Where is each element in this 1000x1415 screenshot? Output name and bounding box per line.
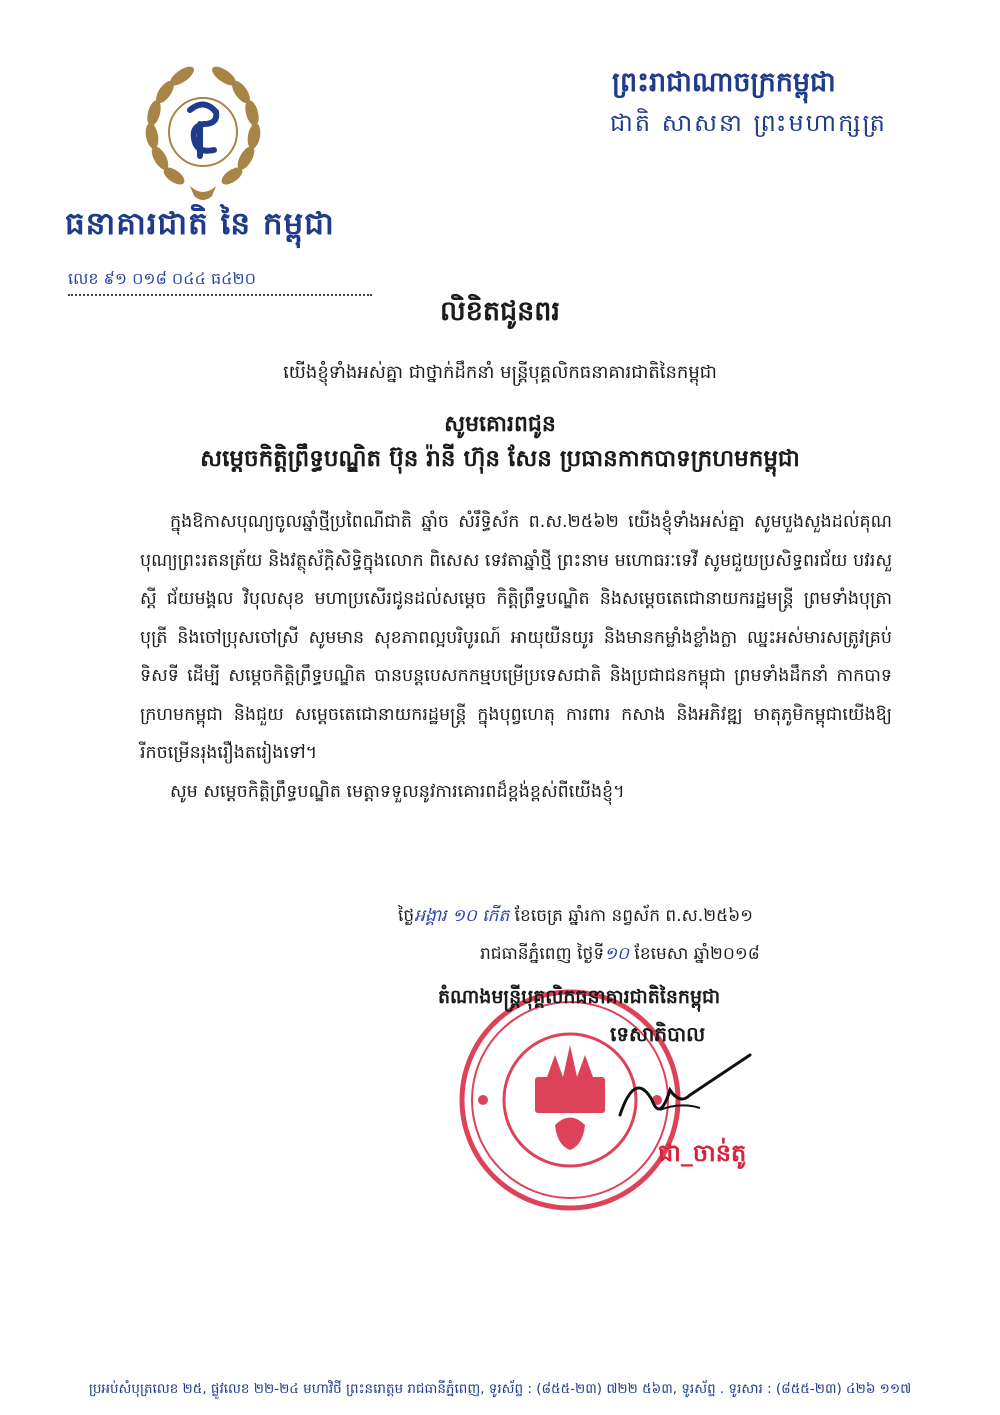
- solar-date-prefix: រាជធានីភ្នំពេញ ថ្ងៃទី: [480, 944, 605, 964]
- body-paragraph: ក្នុងឱកាសបុណ្យចូលឆ្នាំថ្មីប្រពៃណីជាតិ ឆ្នាំច សំរឹទ្ធិស័ក ព.ស.២៥៦២ យើងខ្ញុំទាំងអស់គ្នា សូមបួងសួងដល់គុណបុណ្យព្រះរតនត្រ័យ និងវត្ថុស័ក្តិសិទ្ធិក្នុងលោក ពិសេស ទេវតាឆ្នាំថ្មី ព្រះនាម មហោធរៈទេវី សូមជួយប្រសិទ្ធពរជ័យ បវរសួស្តី ជ័យមង្គល វិបុលសុខ មហាប្រសើរជូនដល់សម្តេច កិត្តិព្រឹទ្ធបណ្ឌិត និងសម្តេចតេជោនាយករដ្ឋមន្ត្រី ព្រមទាំងបុត្រាបុត្រី និងចៅប្រុសចៅស្រី សូមមាន សុខភាពល្អបរិបូរណ៍ អាយុយឺនយូរ និងមានកម្លាំងខ្លាំងក្លា ឈ្នះអស់មារសត្រូវគ្រប់ទិសទី ដើម្បី សម្តេចកិត្តិព្រឹទ្ធបណ្ឌិត បានបន្តបេសកកម្មបម្រើប្រទេសជាតិ និងប្រជាជនកម្ពុជា ព្រមទាំងដឹកនាំ កាកបាទក្រហមកម្ពុជា និងជួយ សម្តេចតេជោនាយករដ្ឋមន្ត្រី ក្នុងបុព្វហេតុ ការពារ កសាង និងអភិវឌ្ឍ មាតុភូមិកម្ពុជាយើងឱ្យរីកចម្រើនរុងរឿងតរៀងទៅ។: [140, 512, 892, 763]
- signer-name: ជា_ចាន់តូ: [658, 1139, 747, 1167]
- signature-icon: [590, 1050, 760, 1130]
- reference-number: លេខ ៩១ ០១៨ ០៤៤ ធ៤២០: [68, 268, 372, 296]
- kingdom-title: ព្រះរាជាណាចក្រកម្ពុជា: [612, 67, 836, 98]
- letter-respect: សូមគោរពជូន: [444, 412, 556, 437]
- representative-line: តំណាងមន្ត្រីបុគ្គលិកធនាគារជាតិនៃកម្ពុជា: [438, 986, 721, 1008]
- lunar-date-rest: ខែចេត្រ ឆ្នាំរកា នព្វស័ក ព.ស.២៥៦១: [509, 906, 754, 926]
- lunar-date: [398, 905, 753, 930]
- lunar-date-prefix: ថ្ងៃ: [398, 906, 415, 926]
- lunar-date-handwritten: អង្គារ ១០ កើត: [414, 906, 510, 926]
- bank-name: ធនាគារជាតិ នៃ កម្ពុជា: [65, 206, 335, 242]
- letter-intro: យើងខ្ញុំទាំងអស់គ្នា ជាថ្នាក់ដឹកនាំ មន្ត្រីបុគ្គលិកធនាគារជាតិនៃកម្ពុជា: [283, 362, 717, 383]
- solar-date-handwritten: ១០: [604, 944, 630, 964]
- national-motto: ជាតិ សាសនា ព្រះមហាក្សត្រ: [610, 109, 887, 137]
- letter-title: លិខិតជូនពរ: [440, 296, 560, 327]
- body-paragraph: សូម សម្តេចកិត្តិព្រឹទ្ធបណ្ឌិត មេត្តាទទួលនូវការគោរពដ៏ខ្ពង់ខ្ពស់ពីយើងខ្ញុំ។: [170, 781, 625, 802]
- solar-date-rest: ខែមេសា ឆ្នាំ២០១៨: [629, 944, 760, 964]
- bank-logo: [138, 58, 268, 206]
- handwritten-signature: [590, 1050, 760, 1130]
- signer-title: ទេសាភិបាល: [610, 1022, 706, 1046]
- solar-date: [480, 943, 760, 968]
- footer-address: ប្រអប់សំបុត្រលេខ ២៥, ផ្លូវលេខ ២២-២៤ មហាវិថី ព្រះនរោត្តម រាជធានីភ្នំពេញ, ទូរស័ព្ទ : (៨៥៥-២៣) ៧២២ ៥៦៣, ទូរស័ព្ទ . ទូរសារ : (៨៥៥-២៣) ៤២៦ ១១៧: [88, 1381, 912, 1397]
- letter-body: [140, 503, 892, 811]
- bank-emblem-icon: [138, 58, 268, 206]
- letter-addressee: សម្តេចកិត្តិព្រឹទ្ធបណ្ឌិត ប៊ុន រ៉ានី ហ៊ុន សែន ប្រធានកាកបាទក្រហមកម្ពុជា: [200, 446, 800, 472]
